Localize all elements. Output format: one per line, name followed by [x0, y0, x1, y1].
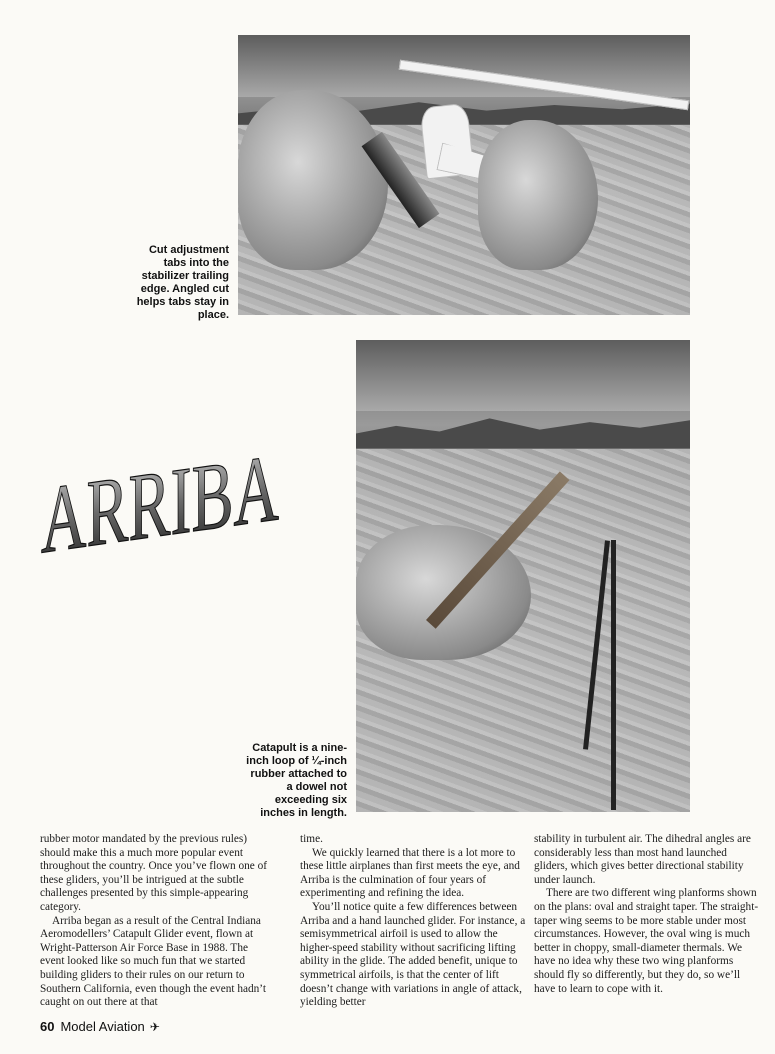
page-footer: [40, 1019, 160, 1034]
photo-stabilizer-cut: [238, 35, 690, 315]
body-column-1: [40, 833, 268, 1010]
body-column-3: [534, 833, 762, 996]
col2-para-2: We quickly learned that there is a lot more to these little airplanes than first meets the eye, and Arriba is the culmination of four years of experimenting and refining the idea.: [300, 846, 520, 900]
title-text: ARRIBA: [41, 416, 404, 574]
page-number: 60: [40, 1019, 55, 1034]
col2-para-3: You’ll notice quite a few differences between Arriba and a hand launched glider. For instance, a semisymmetrical airfoil is used to allow the higher-speed stability without sacrificing lifting ability in the glide. The added benefit, unique to symmetrical airfoils, is that the center of lift doesn’t change with variations in angle of attack, yielding better: [300, 900, 526, 1009]
body-column-2: [300, 833, 528, 1010]
col1-para-2: Arriba began as a result of the Central Indiana Aeromodellers’ Catapult Glider event, flown at Wright-Patterson Air Force Base in 1988. The event looked like so much fun that we started building gliders to their rules on our return to Southern California, even though the event hadn’t caught on out there at that: [40, 914, 266, 1009]
photo2-caption: Catapult is a nine-inch loop of ¼-inch rubber attached to a dowel not exceeding six inches in length.: [246, 742, 347, 819]
col3-para-1: stability in turbulent air. The dihedral angles are considerably less than most hand launched gliders, which gives better directional stability under launch.: [534, 833, 751, 886]
photo-catapult: [356, 340, 690, 812]
photo1-caption: Cut adjustment tabs into the stabilizer trailing edge. Angled cut helps tabs stay in place.: [136, 244, 229, 321]
article-title: [38, 405, 404, 580]
col2-para-1: time.: [300, 833, 323, 845]
magazine-name: Model Aviation: [60, 1019, 145, 1034]
col3-para-2: There are two different wing planforms shown on the plans: oval and straight taper. The straight-taper wing seems to be more stable under most circumstances. However, the oval wing is much better in choppy, small-diameter thermals. We have no idea why these two wing planforms should fly so differently, but they do, so we’ll have to learn to cope with it.: [534, 887, 759, 995]
col1-para-1: rubber motor mandated by the previous rules) should make this a much more popular event throughout the country. Once you’ve flown one of these gliders, you’ll be intrigued at the subtle challenges presented by this simple-appearing category.: [40, 833, 268, 913]
airplane-icon: ✈: [149, 1020, 160, 1034]
